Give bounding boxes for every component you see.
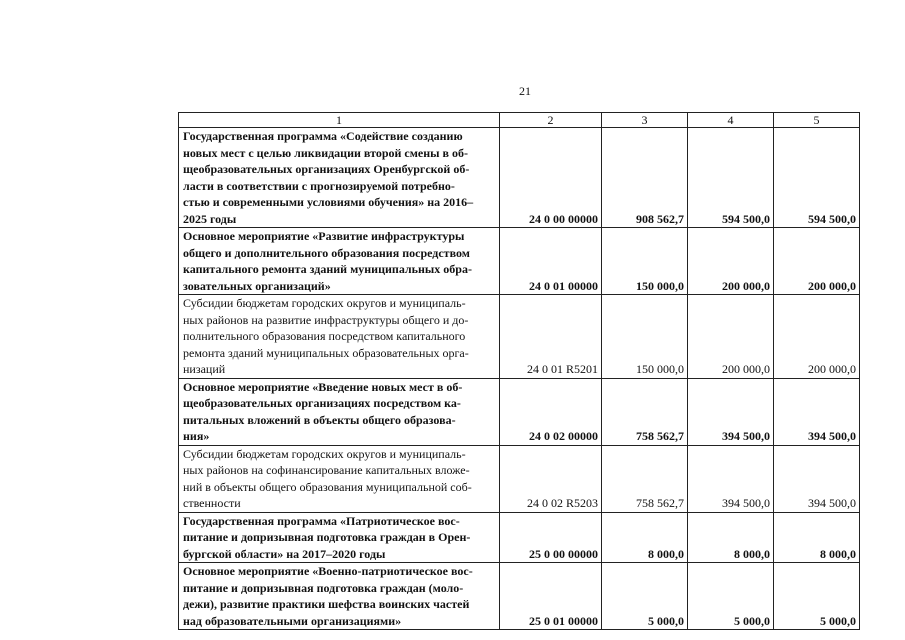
amount-col4-cell: 394 500,0 bbox=[688, 378, 774, 445]
description-line: стью и современными условиями обучения» на 2016– bbox=[183, 195, 474, 209]
table-body bbox=[179, 128, 860, 630]
description-line: ственности bbox=[183, 496, 241, 510]
column-header: 2 bbox=[500, 113, 602, 128]
column-header: 3 bbox=[602, 113, 688, 128]
table-row bbox=[179, 378, 860, 445]
description-line: Субсидии бюджетам городских округов и муниципаль- bbox=[183, 446, 466, 461]
amount-col3-cell: 758 562,7 bbox=[602, 378, 688, 445]
amount-col4-cell: 8 000,0 bbox=[688, 512, 774, 563]
table-row bbox=[179, 445, 860, 512]
amount-col3-cell: 5 000,0 bbox=[602, 563, 688, 630]
description-line: Государственная программа «Патриотическое вос- bbox=[183, 513, 460, 528]
description-line: полнительного образования посредством капитального bbox=[183, 329, 466, 343]
amount-col4-cell: 594 500,0 bbox=[688, 128, 774, 228]
amount-col4-cell: 200 000,0 bbox=[688, 295, 774, 379]
description-line: питальных вложений в объекты общего образова- bbox=[183, 412, 456, 427]
description-line: новых мест с целью ликвидации второй смены в об- bbox=[183, 145, 469, 160]
description-line: ремонта зданий муниципальных образовательных орга- bbox=[183, 345, 469, 360]
amount-col4-cell: 394 500,0 bbox=[688, 445, 774, 512]
description-line: капитального ремонта зданий муниципальных обра- bbox=[183, 262, 472, 276]
amount-col5-cell: 594 500,0 bbox=[774, 128, 860, 228]
budget-code-cell: 25 0 00 00000 bbox=[500, 512, 602, 563]
description-line: щеобразовательных организациях посредством ка- bbox=[183, 396, 461, 410]
table-row bbox=[179, 295, 860, 379]
budget-code-cell: 24 0 02 R5203 bbox=[500, 445, 602, 512]
row-description bbox=[179, 228, 500, 295]
description-line: ных районов на софинансирование капитальных вложе- bbox=[183, 463, 470, 477]
budget-table bbox=[178, 112, 860, 630]
description-line: Субсидии бюджетам городских округов и муниципаль- bbox=[183, 296, 466, 310]
table-row bbox=[179, 128, 860, 228]
amount-col3-cell: 908 562,7 bbox=[602, 128, 688, 228]
column-header: 1 bbox=[179, 113, 500, 128]
row-description bbox=[179, 563, 500, 630]
row-description bbox=[179, 512, 500, 563]
row-description bbox=[179, 445, 500, 512]
description-line: Основное мероприятие «Военно-патриотическое вос- bbox=[183, 564, 473, 578]
description-line: ласти в соответствии с прогнозируемой потребно- bbox=[183, 178, 455, 193]
description-line: над образовательными организациями» bbox=[183, 613, 402, 628]
amount-col3-cell: 150 000,0 bbox=[602, 295, 688, 379]
budget-code-cell: 24 0 01 00000 bbox=[500, 228, 602, 295]
description-line: Государственная программа «Содействие созданию bbox=[183, 129, 463, 143]
description-line: 2025 годы bbox=[183, 211, 237, 226]
amount-col5-cell: 5 000,0 bbox=[774, 563, 860, 630]
amount-col5-cell: 200 000,0 bbox=[774, 295, 860, 379]
description-line: ния» bbox=[183, 429, 210, 443]
description-line: питание и допризывная подготовка граждан в Орен- bbox=[183, 530, 471, 544]
description-line: ных районов на развитие инфраструктуры общего и до- bbox=[183, 312, 469, 327]
amount-col4-cell: 200 000,0 bbox=[688, 228, 774, 295]
table-row bbox=[179, 512, 860, 563]
amount-col5-cell: 8 000,0 bbox=[774, 512, 860, 563]
budget-code-cell: 24 0 02 00000 bbox=[500, 378, 602, 445]
table-header-row bbox=[179, 113, 860, 128]
amount-col3-cell: 758 562,7 bbox=[602, 445, 688, 512]
description-line: зовательных организаций» bbox=[183, 278, 331, 293]
table-row bbox=[179, 228, 860, 295]
description-line: бургской области» на 2017–2020 годы bbox=[183, 546, 386, 561]
budget-code-cell: 24 0 00 00000 bbox=[500, 128, 602, 228]
amount-col3-cell: 150 000,0 bbox=[602, 228, 688, 295]
description-line: щеобразовательных организациях Оренбургской об- bbox=[183, 162, 470, 176]
row-description bbox=[179, 128, 500, 228]
amount-col5-cell: 394 500,0 bbox=[774, 445, 860, 512]
description-line: ний в объекты общего образования муниципальной соб- bbox=[183, 479, 472, 494]
row-description bbox=[179, 295, 500, 379]
description-line: общего и дополнительного образования посредством bbox=[183, 245, 470, 260]
row-description bbox=[179, 378, 500, 445]
description-line: питание и допризывная подготовка граждан (моло- bbox=[183, 580, 464, 595]
budget-code-cell: 24 0 01 R5201 bbox=[500, 295, 602, 379]
amount-col5-cell: 394 500,0 bbox=[774, 378, 860, 445]
column-header: 4 bbox=[688, 113, 774, 128]
description-line: Основное мероприятие «Введение новых мест в об- bbox=[183, 379, 463, 394]
amount-col4-cell: 5 000,0 bbox=[688, 563, 774, 630]
table-row bbox=[179, 563, 860, 630]
budget-code-cell: 25 0 01 00000 bbox=[500, 563, 602, 630]
description-line: низаций bbox=[183, 362, 226, 376]
amount-col3-cell: 8 000,0 bbox=[602, 512, 688, 563]
amount-col5-cell: 200 000,0 bbox=[774, 228, 860, 295]
description-line: Основное мероприятие «Развитие инфраструктуры bbox=[183, 229, 465, 243]
description-line: дежи), развитие практики шефства воинских частей bbox=[183, 597, 470, 611]
column-header: 5 bbox=[774, 113, 860, 128]
page-number: 21 bbox=[519, 84, 531, 98]
